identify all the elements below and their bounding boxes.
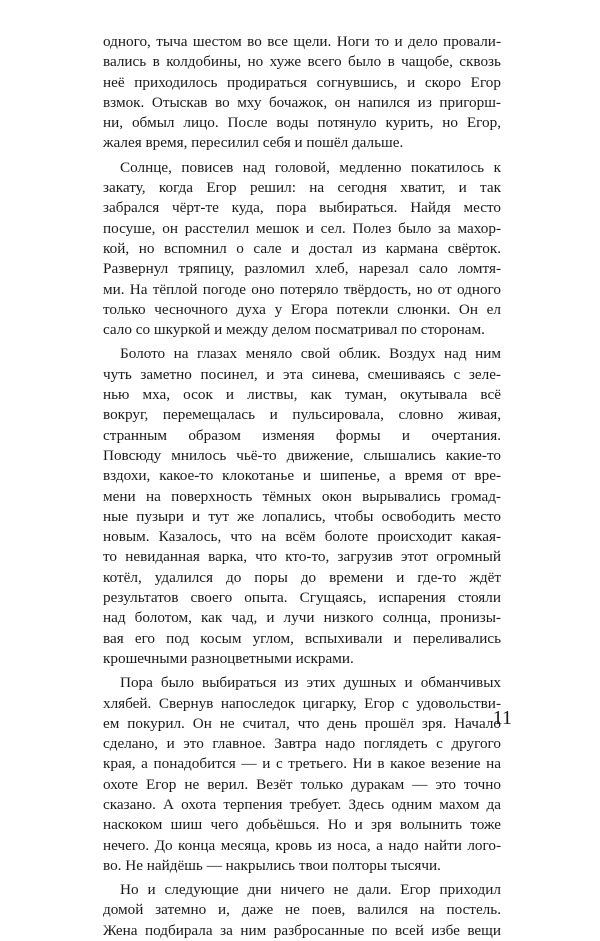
text-line: котёл, удалился до поры до времени и где-то ждёт [103,568,501,586]
text-line: только чесночного духа у Егора потекли слюнки. Он ел [103,300,501,318]
text-line: вая его под косым углом, вспыхивали и переливались [103,629,501,647]
text-line: ми. На тёплой погоде оно потеряло твёрдость, но от одного [103,280,501,298]
text-line: охоте Егор не верил. Везёт только дуракам — это точно [103,775,501,793]
body-text [103,32,501,941]
paragraph [103,158,501,341]
text-line: Болото на глазах меняло свой облик. Воздух над ним [120,345,501,363]
text-line: Пора было выбираться из этих душных и обманчивых [120,674,501,692]
text-line: Жена подбирала за ним разбросанные по всей избе вещи [103,921,501,939]
text-line: новым. Казалось, что на всём болоте происходит какая- [103,528,501,546]
text-line: закату, когда Егор решил: на сегодня хватит, и так [103,179,501,197]
text-line: посуше, он расстелил мешок и сел. Полез было за махор- [103,219,501,237]
text-line: вались в колдобины, но хуже всего было в чащобе, сквозь [103,53,501,71]
text-line: кой, но вспомнил о сале и достал из кармана свёрток. [103,239,501,257]
text-line: во. Не найдёшь — накрылись твои полторы тысячи. [103,856,441,874]
text-line: ные пузыри и тут же лопались, чтобы освободить место [103,507,501,525]
text-line: хлябей. Свернув напоследок цигарку, Егор с удовольстви- [103,694,501,712]
paragraph [103,673,501,876]
text-line: одного, тыча шестом во все щели. Ноги то и дело провали- [103,33,501,50]
text-line: результатов своего опыта. Сгущаясь, испарения стояли [103,589,501,607]
text-line: сказано. А охота терпения требует. Здесь одним махом да [103,795,501,813]
text-line: странным образом изменяя формы и очертания. [103,426,501,444]
text-line: сало со шкуркой и между делом посматривал по сторонам. [103,321,485,339]
paragraph [103,344,501,669]
text-line: чуть заметно посинел, и эта синева, смешиваясь с зеле- [103,365,501,383]
text-line: ни, обмыл лицо. После воды потянуло курить, но Егор, [103,114,501,132]
text-line: забрался чёрт-те куда, пора выбираться. Найдя место [103,199,501,217]
text-line: жалея время, пересилил себя и пошёл дальше. [103,134,404,152]
text-line: вокруг, перемещалась и пульсировала, словно живая, [103,406,501,424]
text-line: вздохи, какое-то клокотанье и шипенье, а время от вре- [103,467,501,485]
text-line: нью мха, осок и листвы, как туман, окутывала всё [103,386,501,404]
text-line: края, а понадобится — и с третьего. Ни в какое везение на [103,755,501,773]
text-line: наскоком шиш чего добьёшься. Но и зря волынить тоже [103,816,501,834]
text-line: мени на поверхность тёмных окон вырывались громад- [103,487,501,505]
text-line: Солнце, повисев над головой, медленно покатилось к [120,158,501,176]
page-number: 11 [492,707,512,729]
text-line: Повсюду мнилось чьё-то движение, слышались какие-то [103,446,501,464]
text-line: Но и следующие дни ничего не дали. Егор приходил [120,881,501,899]
text-line: сделано, и это главное. Завтра надо поглядеть с другого [103,735,501,753]
text-line: взмок. Отыскав во мху бочажок, он напился из пригорш- [103,93,501,111]
text-line: ем покурил. Он не считал, что день прошёл зря. Начало [103,714,501,732]
text-line: неё приходилось продираться согнувшись, и скоро Егор [103,73,501,91]
paragraph [103,880,501,941]
text-line: над болотом, как чад, и лучи низкого солнца, пронизы- [103,609,501,627]
text-line: домой затемно и, даже не поев, валился на постель. [103,901,501,919]
text-line: то невиданная варка, что кто-то, загрузив этот огромный [103,548,501,566]
text-line: нечего. До конца месяца, кровь из носа, а надо найти лого- [103,836,501,854]
text-line: Развернул тряпицу, разломил хлеб, нарезал сало ломтя- [103,260,501,278]
text-line: крошечными разноцветными искрами. [103,649,354,667]
paragraph [103,32,501,154]
